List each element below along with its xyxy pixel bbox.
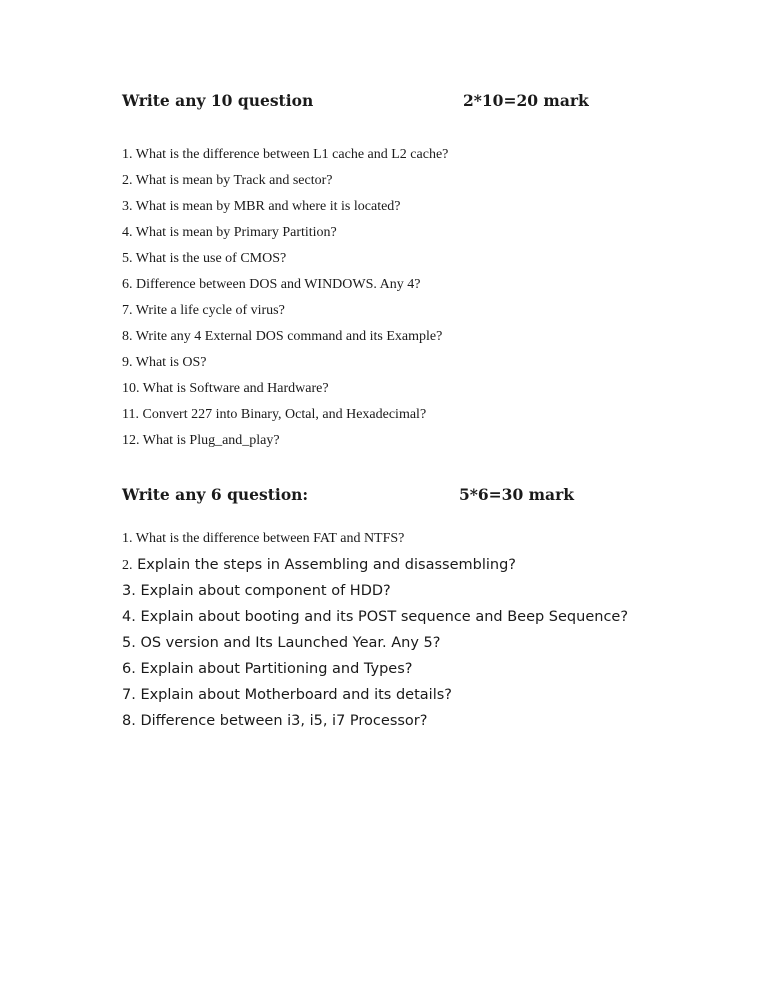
section-2-marks: 5*6=30 mark xyxy=(459,485,574,504)
question-item: 12. What is Plug_and_play? xyxy=(122,433,280,448)
question-item: 7. Write a life cycle of virus? xyxy=(122,303,285,318)
question-item: 11. Convert 227 into Binary, Octal, and Hexadecimal? xyxy=(122,407,427,422)
section-2-title: Write any 6 question: xyxy=(122,485,309,504)
question-item: 4. What is mean by Primary Partition? xyxy=(122,225,337,240)
question-item: 8. Write any 4 External DOS command and its Example? xyxy=(122,329,443,344)
question-item: 3. Explain about component of HDD? xyxy=(122,583,391,599)
question-item: 8. Difference between i3, i5, i7 Processor? xyxy=(122,713,428,729)
question-item: 4. Explain about booting and its POST sequence and Beep Sequence? xyxy=(122,609,629,625)
question-item: 5. What is the use of CMOS? xyxy=(122,251,287,266)
question-item: 2. What is mean by Track and sector? xyxy=(122,173,333,188)
question-item: 9. What is OS? xyxy=(122,355,207,370)
question-item: 6. Difference between DOS and WINDOWS. Any 4? xyxy=(122,277,421,292)
question-number: 2. xyxy=(122,558,133,573)
question-item: 10. What is Software and Hardware? xyxy=(122,381,329,396)
question-item xyxy=(122,557,516,574)
question-item: 1. What is the difference between FAT and NTFS? xyxy=(122,531,405,546)
question-item: 1. What is the difference between L1 cache and L2 cache? xyxy=(122,147,449,162)
section-1-marks: 2*10=20 mark xyxy=(463,91,589,110)
section-1-title: Write any 10 question xyxy=(122,91,314,110)
question-item: 7. Explain about Motherboard and its details? xyxy=(122,687,452,703)
question-item: 3. What is mean by MBR and where it is located? xyxy=(122,199,401,214)
question-text: Explain the steps in Assembling and disassembling? xyxy=(132,557,516,573)
question-item: 5. OS version and Its Launched Year. Any 5? xyxy=(122,635,441,651)
question-item: 6. Explain about Partitioning and Types? xyxy=(122,661,413,677)
